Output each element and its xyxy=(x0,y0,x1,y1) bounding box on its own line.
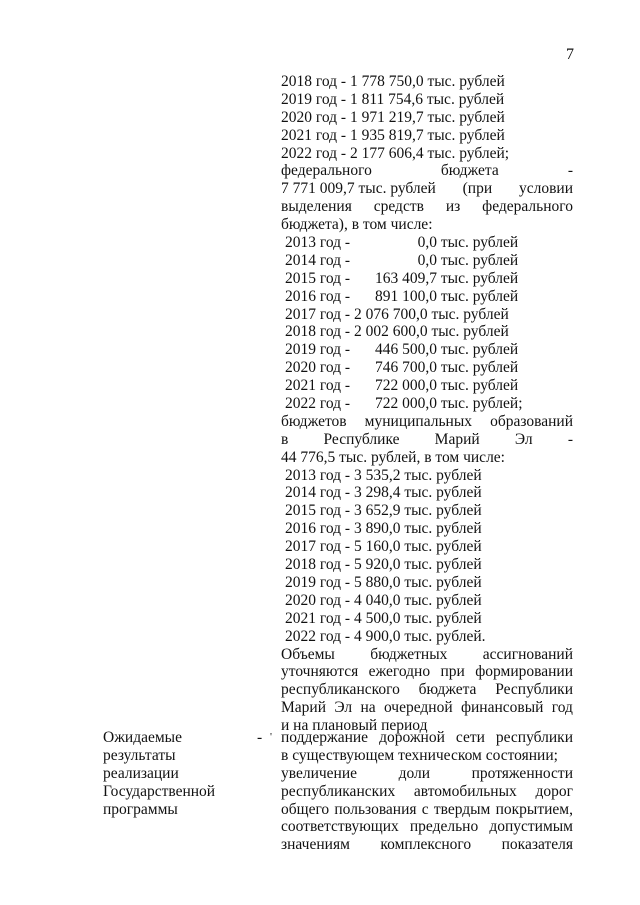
year-label: 2020 год - xyxy=(285,359,351,377)
budget-year-line: 2019 год - 1 811 754,6 тыс. рублей xyxy=(281,90,505,108)
word: дорог xyxy=(535,782,573,800)
note-line: и на плановый период xyxy=(281,717,428,735)
word: показателя xyxy=(501,836,573,854)
label-line: реализации xyxy=(103,764,179,782)
word: на xyxy=(360,699,376,717)
federal-heading-line xyxy=(281,162,573,180)
year-value: 722 000,0 xyxy=(375,395,437,413)
federal-condition-line xyxy=(281,198,573,216)
word: федерального xyxy=(281,162,372,180)
note-line xyxy=(281,681,573,699)
year-label: 2014 год - xyxy=(285,251,351,269)
results-line xyxy=(281,836,573,854)
municipal-year-line: 2013 год - 3 535,2 тыс. рублей xyxy=(285,466,482,484)
word: средств xyxy=(373,198,424,216)
year-value: 891 100,0 xyxy=(375,287,437,305)
word: Республике xyxy=(323,430,400,448)
word: увеличение xyxy=(281,764,358,782)
municipal-year-line: 2018 год - 5 920,0 тыс. рублей xyxy=(285,556,482,574)
federal-year-line xyxy=(281,306,573,324)
year-label: 2015 год - xyxy=(285,269,351,287)
word: ассигнований xyxy=(482,645,573,663)
year-unit: тыс. рублей xyxy=(437,377,519,395)
expected-results-label xyxy=(103,729,253,818)
year-unit: тыс. рублей xyxy=(437,234,519,252)
federal-year-line xyxy=(281,234,573,252)
municipal-year-line: 2017 год - 5 160,0 тыс. рублей xyxy=(285,538,482,556)
municipal-year-line: 2015 год - 3 652,9 тыс. рублей xyxy=(285,502,482,520)
results-line xyxy=(281,729,573,747)
word: уточняются xyxy=(281,663,359,681)
year-label: 2013 год - xyxy=(285,234,351,252)
year-value: 722 000,0 xyxy=(375,377,437,395)
word: очередной xyxy=(383,699,453,717)
word: год xyxy=(551,699,573,717)
word: формировании xyxy=(475,663,573,681)
word: муниципальных xyxy=(364,412,472,430)
word: республиканских xyxy=(281,782,396,800)
word: Объемы xyxy=(281,645,335,663)
funding-text-column xyxy=(281,73,573,735)
results-line xyxy=(281,765,573,783)
word: республиканского xyxy=(281,681,400,699)
word: пользования xyxy=(334,800,417,818)
word: республики xyxy=(495,729,573,746)
municipal-year-line: 2021 год - 4 500,0 тыс. рублей xyxy=(285,609,482,627)
note-line xyxy=(281,663,573,681)
federal-total-line xyxy=(281,180,573,198)
federal-year-line xyxy=(281,252,573,270)
federal-year-line xyxy=(281,323,573,341)
word: значениям xyxy=(281,836,350,854)
expected-results-text xyxy=(281,729,573,854)
word: Марий xyxy=(434,430,480,448)
page-number: 7 xyxy=(566,46,574,63)
budget-year-line: 2020 год - 1 971 219,7 тыс. рублей xyxy=(281,108,505,126)
word: комплексного xyxy=(380,836,472,854)
label-line: результаты xyxy=(103,746,176,764)
word: покрытием, xyxy=(495,800,573,818)
federal-year-line xyxy=(281,377,573,395)
word: сети xyxy=(455,729,485,746)
word: Марий xyxy=(281,699,327,717)
word: выделения xyxy=(281,198,352,216)
year-value: 163 409,7 xyxy=(375,269,437,287)
year-unit: тыс. рублей; xyxy=(437,395,523,413)
municipal-total-line: 44 776,5 тыс. рублей, в том числе: xyxy=(281,448,505,466)
year-value: 746 700,0 xyxy=(375,359,437,377)
budget-year-line: 2022 год - 2 177 606,4 тыс. рублей; xyxy=(281,144,510,162)
word: ежегодно xyxy=(368,663,431,681)
municipal-year-line: 2014 год - 3 298,4 тыс. рублей xyxy=(285,484,482,502)
word: предельно xyxy=(409,818,479,836)
federal-year-line xyxy=(281,270,573,288)
word: федерального xyxy=(482,198,573,216)
word: доли xyxy=(398,764,431,782)
label-line: Государственной xyxy=(103,782,216,800)
word: допустимым xyxy=(489,818,573,836)
year-text: 2018 год - 2 002 600,0 тыс. рублей xyxy=(285,323,509,341)
word: финансовый xyxy=(460,699,544,717)
label-line: программы xyxy=(103,800,178,818)
municipal-year-line: 2020 год - 4 040,0 тыс. рублей xyxy=(285,591,482,609)
municipal-year-line: 2022 год - 4 900,0 тыс. рублей. xyxy=(285,627,486,645)
results-line xyxy=(281,818,573,836)
label-line: Ожидаемые xyxy=(103,729,182,746)
year-unit: тыс. рублей xyxy=(437,287,519,305)
word: из xyxy=(445,198,461,216)
year-value: 0,0 xyxy=(417,251,437,269)
results-line: в существующем техническом состоянии; xyxy=(281,746,558,764)
word: в xyxy=(281,430,289,448)
year-unit: тыс. рублей xyxy=(437,251,519,269)
word: Республики xyxy=(495,681,573,699)
year-label: 2019 год - xyxy=(285,341,351,359)
word: дорожной xyxy=(379,729,445,746)
word: твердым xyxy=(433,800,491,818)
word: 7 771 009,7 тыс. рублей xyxy=(281,180,436,198)
municipal-year-line: 2016 год - 3 890,0 тыс. рублей xyxy=(285,520,482,538)
word: Эл xyxy=(334,699,353,717)
municipal-heading-line xyxy=(281,431,573,449)
word: - xyxy=(567,162,573,180)
tick-mark: ' xyxy=(270,731,272,743)
municipal-year-line: 2019 год - 5 880,0 тыс. рублей xyxy=(285,573,482,591)
year-text: 2017 год - 2 076 700,0 тыс. рублей xyxy=(285,305,509,323)
note-line xyxy=(281,646,573,664)
year-unit: тыс. рублей xyxy=(437,341,519,359)
word: Эл xyxy=(514,430,533,448)
word: образований xyxy=(490,412,573,430)
federal-year-line xyxy=(281,341,573,359)
word: бюджета xyxy=(418,681,477,699)
word: общего xyxy=(281,800,330,818)
results-line xyxy=(281,801,573,819)
federal-intro-line: бюджета), в том числе: xyxy=(281,216,433,234)
word: поддержание xyxy=(281,729,369,746)
municipal-heading-line xyxy=(281,413,573,431)
word: - xyxy=(567,430,573,448)
year-label: 2016 год - xyxy=(285,287,351,305)
year-label: 2022 год - xyxy=(285,395,351,413)
year-label: 2021 год - xyxy=(285,377,351,395)
year-value: 0,0 xyxy=(417,234,437,252)
note-line xyxy=(281,699,573,717)
year-unit: тыс. рублей xyxy=(437,359,519,377)
word: (при xyxy=(462,180,493,198)
word: протяженности xyxy=(471,764,573,782)
word: соответствующих xyxy=(281,818,399,836)
budget-year-line: 2021 год - 1 935 819,7 тыс. рублей xyxy=(281,126,505,144)
year-value: 446 500,0 xyxy=(375,341,437,359)
word: бюджетных xyxy=(370,645,448,663)
results-line xyxy=(281,783,573,801)
budget-year-line: 2018 год - 1 778 750,0 тыс. рублей xyxy=(281,73,505,90)
word: бюджета xyxy=(440,162,499,180)
federal-year-line xyxy=(281,288,573,306)
year-unit: тыс. рублей xyxy=(437,269,519,287)
word: бюджетов xyxy=(281,412,347,430)
federal-year-line xyxy=(281,395,573,413)
word: автомобильных xyxy=(413,782,517,800)
word: при xyxy=(440,663,465,681)
word: условии xyxy=(518,180,573,198)
word: с xyxy=(421,800,429,818)
federal-year-line xyxy=(281,359,573,377)
label-dash: - xyxy=(257,729,263,746)
